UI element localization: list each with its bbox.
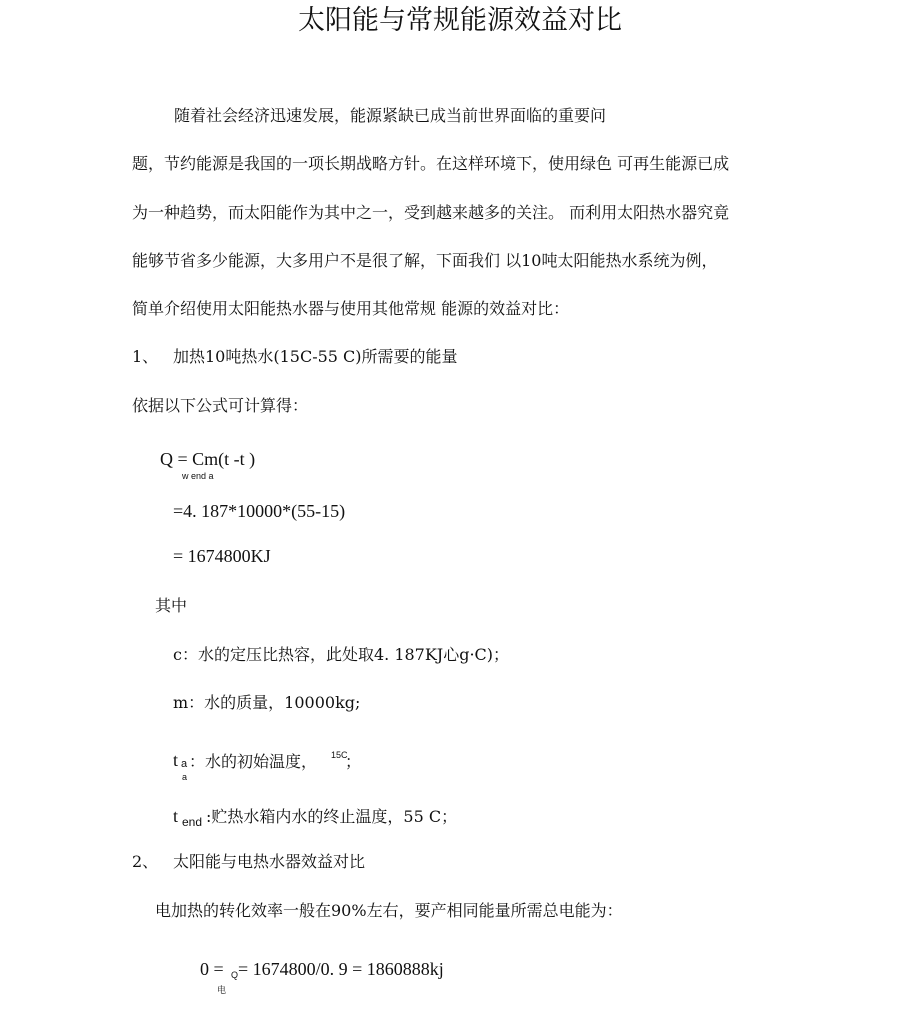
intro-line-4: 能够节省多少能源，大多用户不是很了解，下面我们 以10吨太阳能热水系统为例， xyxy=(132,251,718,270)
section-1-number: 1、 xyxy=(132,347,159,366)
formula-q-subscripts: w end a xyxy=(182,471,214,481)
electric-formula-rest: = 1674800/0. 9 = 1860888kj xyxy=(238,959,444,979)
intro-line-5: 简单介绍使用太阳能热水器与使用其他常规 能源的效益对比： xyxy=(132,299,570,318)
formula-basis-text: 依据以下公式可计算得： xyxy=(132,396,309,415)
formula-result-line: = 1674800KJ xyxy=(173,546,271,566)
where-label: 其中 xyxy=(155,596,188,615)
def-ta-subscript-below: a xyxy=(182,772,188,782)
def-tend-text: :贮热水箱内水的终止温度，55 C； xyxy=(206,807,458,826)
formula-substitution-line: =4. 187*10000*(55-15) xyxy=(173,501,346,521)
intro-line-2: 题，节约能源是我国的一项长期战略方针。在这样环境下，使用绿色 可再生能源已成 xyxy=(132,154,730,173)
electric-formula-main: 0 = xyxy=(200,959,224,979)
def-ta-text: ：水的初始温度， xyxy=(189,752,318,771)
def-ta-subscript: a xyxy=(181,758,188,770)
def-tend-symbol: t xyxy=(173,806,179,826)
section-1-heading: 加热10吨热水(15C-55 C)所需要的能量 xyxy=(173,347,458,366)
section-2-heading: 太阳能与电热水器效益对比 xyxy=(173,852,366,871)
def-tend-subscript: end xyxy=(182,815,203,829)
def-ta-end: ； xyxy=(345,752,362,771)
formula-q-line: Q = Cm(t -t ) xyxy=(160,449,256,469)
def-ta-symbol: t xyxy=(173,750,179,770)
def-ta-value: 15C xyxy=(331,750,348,760)
def-m: m：水的质量，10000kg; xyxy=(173,693,361,712)
electric-formula-subscript: Q xyxy=(231,970,239,980)
electric-formula-subscript-below: 电 xyxy=(217,985,227,995)
efficiency-text: 电加热的转化效率一般在90%左右，要产相同能量所需总电能为： xyxy=(155,901,623,920)
def-c: c：水的定压比热容，此处取4. 187KJ心g·C)； xyxy=(173,645,510,664)
intro-line-3: 为一种趋势，而太阳能作为其中之一，受到越来越多的关注。 而利用太阳热水器究竟 xyxy=(132,203,730,222)
document-title: 太阳能与常规能源效益对比 xyxy=(298,5,622,36)
intro-line-1: 随着社会经济迅速发展，能源紧缺已成当前世界面临的重要问 xyxy=(174,106,607,125)
section-2-number: 2、 xyxy=(132,852,159,871)
